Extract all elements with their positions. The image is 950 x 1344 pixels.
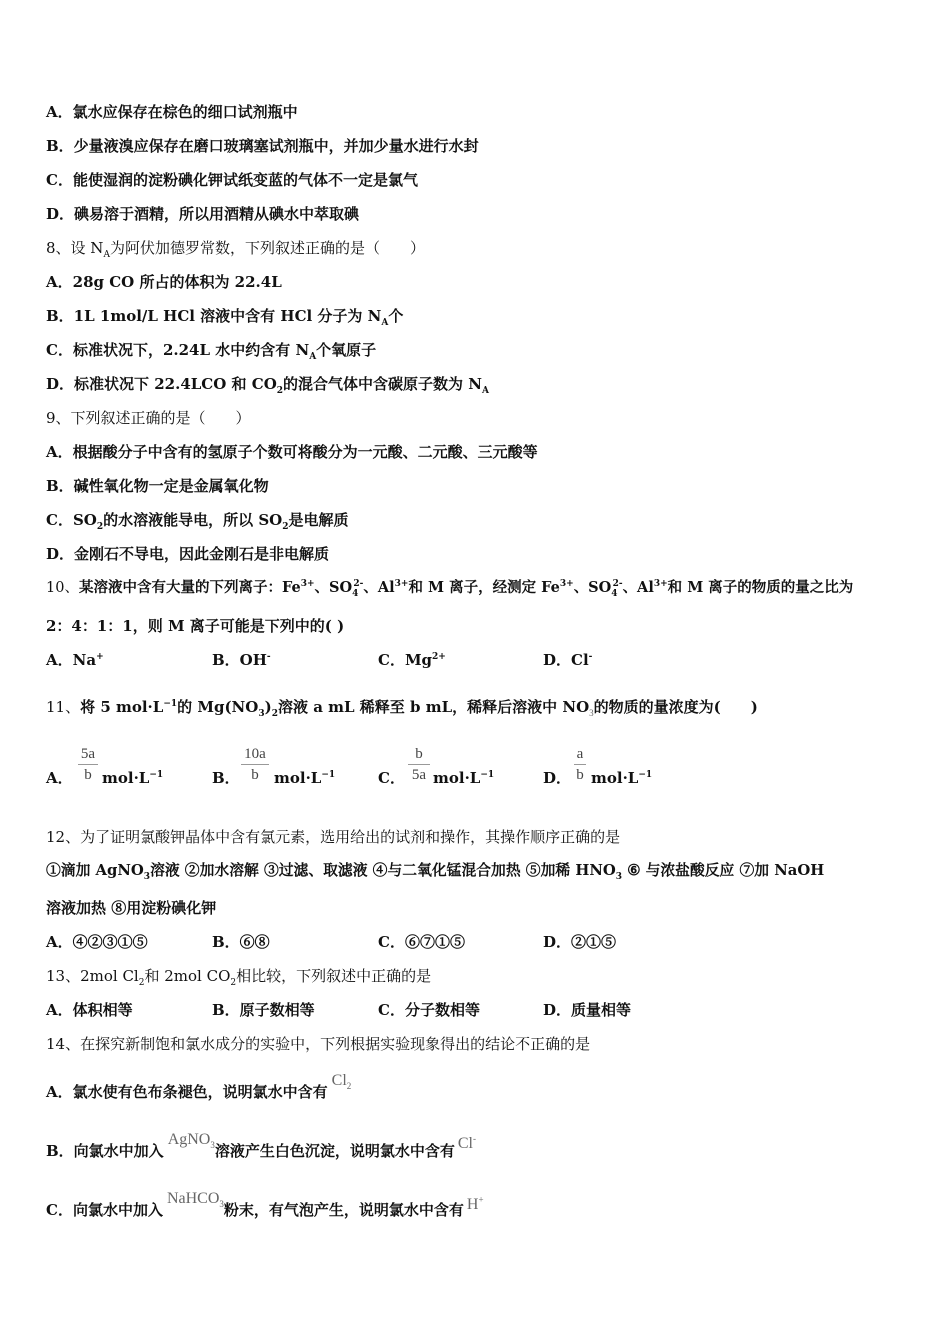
q12-steps-line1: ①滴加 AgNO$_3$溶液 ②加水溶解 ③过滤、取滤液 ④与二氧化锰混合加热 ⑤加稀 $HNO_3$ ⑥ 与浓盐酸反应 ⑦加 NaOH	[46, 862, 825, 882]
q7-option-a: A．氯水应保存在棕色的细口试剂瓶中	[46, 103, 298, 121]
q10-stem-line2: 2：4：1：1，则 M 离子可能是下列中的( )	[46, 617, 345, 635]
q10-option-b: B．OH-	[212, 651, 271, 669]
q13-option-d: D．质量相等	[543, 1001, 632, 1019]
no3-subscript: 3	[589, 708, 594, 718]
q13-option-c: C．分子数相等	[378, 1001, 480, 1019]
q12-option-d: D．②①⑤	[543, 933, 617, 951]
q12-option-c: C．⑥⑦①⑤	[378, 933, 465, 951]
q13-option-a: A．体积相等	[46, 1001, 133, 1019]
q7-option-d: D．碘易溶于酒精，所以用酒精从碘水中萃取碘	[46, 205, 360, 223]
q11-stem: 11、将 5 $mol\cdot L^{-1}$的 $Mg(NO_3)_2$溶液 a mL 稀释至 b mL，稀释后溶液中 $NO_3$的物质的量浓度为( )	[46, 698, 758, 719]
q13-option-b: B．原子数相等	[212, 1001, 315, 1019]
q8-option-a: A．28g CO 所占的体积为 22.4L	[46, 273, 282, 291]
q11-option-a-unit: $mol\cdot L^{-1}$	[102, 769, 164, 787]
q10-option-d: D．Cl-	[543, 651, 593, 669]
q13-stem: 13、2mol $Cl_2$和 2mol $CO_2$相比较，下列叙述中正确的是	[46, 967, 432, 988]
agno3-formula: AgNO$_3$	[167, 1131, 215, 1151]
q9-option-c: C．$SO_2$的水溶液能导电，所以 $SO_2$是电解质	[46, 511, 349, 532]
q11-option-c-label: C．	[378, 769, 405, 787]
q8-option-c: C．标准状况下，2.24L 水中约含有 $N_A$个氧原子	[46, 341, 377, 362]
q10-option-a: A．Na+	[46, 651, 104, 669]
q10-stem-line1: 10、某溶液中含有大量的下列离子：$Fe^{3+}$、$SO_4^{2-}$、$Al^{3+}$和 M 离子，经测定 $Fe^{3+}$、$SO_4^{2-}$、$Al^{3+}$和 M 离子的物质的量之比为	[46, 579, 854, 599]
h-ion: H+	[466, 1194, 484, 1213]
q11-option-c-fraction: b 5a	[405, 744, 433, 785]
cl-ion: Cl-	[457, 1133, 476, 1152]
q12-stem: 12、为了证明氯酸钾晶体中含有氯元素，选用给出的试剂和操作，其操作顺序正确的是	[46, 828, 621, 846]
q8-option-b: B．1L 1mol/L HCl 溶液中含有 HCl 分子为 $N_A$个	[46, 307, 404, 328]
q7-option-b: B．少量液溴应保存在磨口玻璃塞试剂瓶中，并加少量水进行水封	[46, 137, 479, 155]
q11-option-b-unit: $mol\cdot L^{-1}$	[274, 769, 336, 787]
q11-option-b-fraction: 10a b	[238, 744, 272, 785]
q12-steps-line2: 溶液加热 ⑧用淀粉碘化钾	[46, 899, 217, 917]
q11-option-a-fraction: 5a b	[74, 744, 102, 785]
q11-option-d-fraction: a b	[571, 744, 589, 785]
q14-option-b: B．向氯水中加入AgNO$_3$溶液产生白色沉淀，说明氯水中含有 Cl-	[46, 1131, 476, 1160]
q14-option-a: A．氯水使有色布条褪色，说明氯水中含有$Cl_2$	[46, 1072, 352, 1101]
q12-option-b: B．⑥⑧	[212, 933, 270, 951]
q12-option-a: A．④②③①⑤	[46, 933, 148, 951]
q14-stem: 14、在探究新制饱和氯水成分的实验中，下列根据实验现象得出的结论不正确的是	[46, 1035, 591, 1053]
q10-option-c: C．$Mg^{2+}$	[378, 651, 446, 669]
q11-option-d-label: D．	[543, 769, 572, 787]
q11-option-c-unit: $mol\cdot L^{-1}$	[433, 769, 495, 787]
q9-option-b: B．碱性氧化物一定是金属氧化物	[46, 477, 269, 495]
q8-stem: 8、设 $N_A$为阿伏加德罗常数，下列叙述正确的是（ ）	[46, 239, 425, 260]
q9-stem: 9、下列叙述正确的是（ ）	[46, 409, 251, 427]
q11-option-d-unit: $mol\cdot L^{-1}$	[591, 769, 653, 787]
q7-option-c: C．能使湿润的淀粉碘化钾试纸变蓝的气体不一定是氯气	[46, 171, 418, 189]
q9-option-d: D．金刚石不导电，因此金刚石是非电解质	[46, 545, 330, 563]
nahco3-formula: NaHCO$_3$	[166, 1190, 224, 1210]
q11-option-b-label: B．	[212, 769, 240, 787]
q14-option-c: C．向氯水中加入NaHCO$_3$粉末，有气泡产生，说明氯水中含有 H+	[46, 1190, 484, 1219]
q9-option-a: A．根据酸分子中含有的氢原子个数可将酸分为一元酸、二元酸、三元酸等	[46, 443, 538, 461]
q11-option-a-label: A．	[46, 769, 73, 787]
cl2-formula: $Cl_2$	[331, 1072, 352, 1092]
q8-option-d: D．标准状况下 22.4LCO 和 $CO_2$的混合气体中含碳原子数为 $N_A$	[46, 375, 489, 396]
